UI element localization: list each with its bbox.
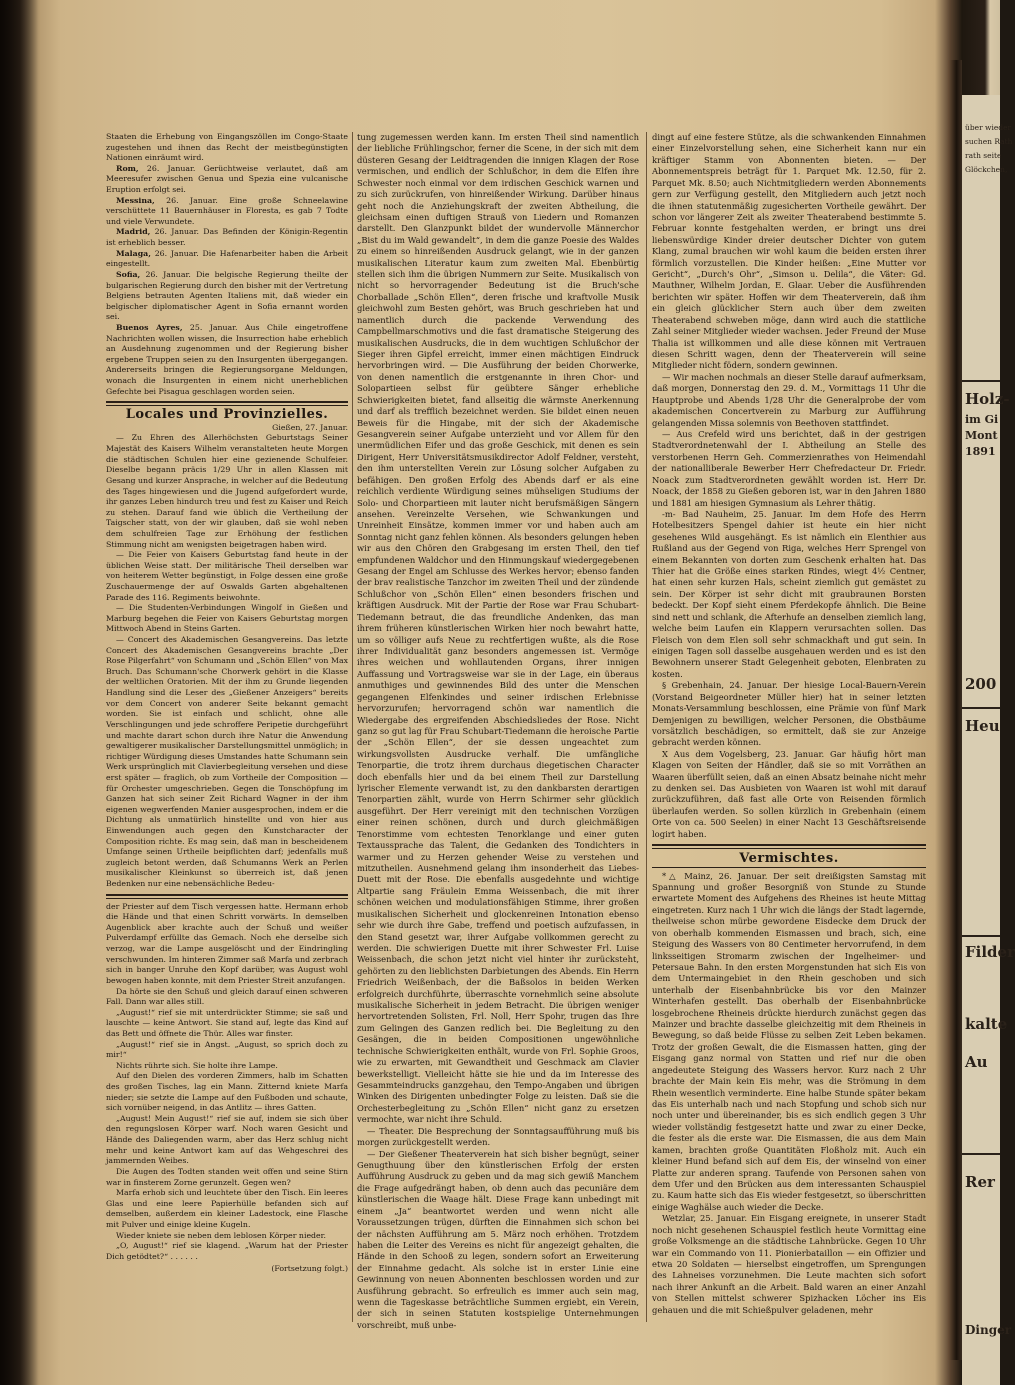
ad-rule — [962, 935, 1000, 937]
news-messina: Messina, 26. Januar. Eine große Schneelawine verschüttete 11 Bauernhäuser in Floresta, es gab 7 Todte und viele Verwundete. — [106, 195, 348, 226]
fragment-text: über wieder — [965, 123, 1012, 132]
news-sofia: Sofia, 26. Januar. Die belgische Regierung theilte der bulgarischen Regierung durch den bisher mit der Vertretung Belgiens betrauten Agenten Italiens mit, daß wieder ein belgischer diplomatischer Agent in Sofia ernannt worden sei. — [106, 269, 348, 322]
dateline-giessen: Gießen, 27. Januar. — [272, 422, 348, 432]
news-mainz: *△ Mainz, 26. Januar. Der seit dreißigsten Samstag mit Spannung und großer Besorgniß von Stunde zu Stunde erwartete Moment des Aufgehens des Rheines ist heute Mittag eingetreten. Kurz nach 1 Uhr wich die längs der Stadt lagernde, theilweise schon mürbe gewordene Eisdecke dem Druck der von oberhalb kommenden Eismassen und brach, sich, eine Steigung des Wassers von 80 Centimeter hervorrufend, in dem linksseitigen Stromarm zwischen der Ingelheimer- und Petersaue Bahn. In den ersten Morgenstunden hat sich Eis von dem Untermaingebiet in den Rhein geschoben und sich unterhalb der Eisenbahnbrücke bis vor den Mainzer Winterhafen gestellt. Das oberhalb der Eisenbahnbrücke losgebrochene Rheineis drückte hierdurch zunächst gegen das Mainzer und brachte dasselbe gleichzeitig mit dem Rheineis in Bewegung, so daß beide Flüsse zu selben Zeit Leben bekamen. Trotz der großen Gewalt, die die Eismassen hatten, ging der Eisgang ganz normal von Statten und rief nur die oben angedeutete Steigung des Wassers hervor. Kurz nach 2 Uhr brachte der Main kein Eis mehr, was die Strömung in dem Rhein wesentlich verminderte. Eine halbe Stunde später bekam das Eis unterhalb nach und nach Stopfung und schob sich nur noch unter und übereinander, bis es sich endlich gegen 3 Uhr wieder vollständig festgesetzt hatte und zwar zu einer Decke, die fester als die erste war. Die Eismassen, die aus dem Main kamen, brachten große Quantitäten Floßholz mit. Auch ein kleiner Hund befand sich auf dem Eis, der winselnd von einer Platte zur anderen sprang. Taufende von Personen sahen von dem Ufer und den Brücken aus dem interessanten Schauspiel zu. Kaum hatte sich das Eis wieder festgesetzt, so überschritten einige Waghälse auch wieder die Decke. — [652, 870, 926, 1212]
fragment-text: Filder — [965, 943, 1015, 961]
fragment-text: Glöckchen, — [965, 165, 1008, 174]
novel-paragraph: „August!“ rief sie in Angst. „August, so sprich doch zu mir!“ — [106, 1039, 348, 1060]
fragment-text: 1891 — [965, 445, 996, 458]
page-edge-shadow — [0, 0, 40, 1385]
novel-paragraph: Auf den Dielen des vorderen Zimmers, halb im Schatten des großen Tisches, lag ein Mann. Zitternd kniete Marfa nieder; sie setzte die Lampe auf den Fußboden und schaute, sich vornüber neigend, in das Antlitz — ihres Gatten. — [106, 1071, 348, 1113]
news-wetzlar: Wetzlar, 25. Januar. Ein Eisgang ereignete, in unserer Stadt noch nicht gesehenen Schauspiel festlich heute Vormittag eine große Volksmenge an die städtische Lahnbrücke. Gegen 10 Uhr war ein Commando von 11. Pionierbataillon — ein Offizier und etwa 20 Soldaten — hierselbst eingetroffen, um Sprengungen des Lahneises vorzunehmen. Die Leute machten sich sofort nach ihrer Ankunft an die Arbeit. Bald waren an einer Anzahl von Stellen mittelst schwerer Spizhacken Löcher ins Eis gehauen und die mit Schießpulver geladenen, mehr — [652, 1213, 926, 1315]
news-wingolf: — Die Studenten-Verbindungen Wingolf in Gießen und Marburg begehen die Feier von Kaisers Geburtstag morgen Mittwoch Abend in Steins Garten. — [106, 603, 348, 634]
theaterverein-continued: dingt auf eine festere Stütze, als die schwankenden Einnahmen einer Einzelvorstellung sehen, eine Sicherheit kann nur ein kräftiger Stamm von Abonnenten bieten. — Der Abonnementspreis beträgt für 1. Parquet Mk. 12.50, für 2. Parquet Mk. 8.50; auch Nichtmitgliedern werden Abonnements gern zur Verfügung gestellt, den Mitgliedern auch jetzt noch die ihnen statutenmäßig zugesicherten Vortheile gewährt. Der schon vor längerer Zeit als zweiter Theaterabend bestimmte 5. Februar konnte festgehalten werden, er bringt uns drei liebenswürdige Kinder dreier deutscher Dichter von gutem Klang, zumal brauchen wir wohl kaum die beiden ersten ihrer förmlich vorzustellen. Die Kinder heißen: „Eine Mutter vor Gericht“, „Durch's Ohr“, „Simson u. Delila“, die Väter: Gd. Mauthner, Wilhelm Jordan, E. Glaar. Ueber die Ausführenden berichten wir später. Hoffen wir dem Theaterverein, daß ihm ein gleich glücklicher Stern auch über dem zweiten Theaterabend schweben möge, dann wird auch die stattliche Zahl seiner Mitglieder wieder wachsen. Jeder Freund der Muse Thalia ist willkommen und alle diese können mit Vertrauen diesen Schritt wagen, denn der Theaterverein will seine Mitglieder nicht födern, sondern gewinnen. — [652, 132, 926, 371]
news-concert: — Concert des Akademischen Gesangvereins. Das letzte Concert des Akademischen Gesangvereins brachte „Der Rose Pilgerfahrt“ von Schumann und „Schön Ellen“ von Max Bruch. Das Schumann'sche Chorwerk gehört in die Klasse der weltlichen Oratorien. Mit der ihm zu Grunde liegenden Handlung sind die Leser des „Gießener Anzeigers“ bereits vor dem Concert von anderer Seite bekannt gemacht worden. Sie ist einfach und schlicht, ohne alle Verschlingungen und jede schroffere Peripetie durchgeführt und machte darart schon durch ihre Natur die Anwendung gewaltigerer musikalischer Darstellungsmittel unmöglich; in richtiger Würdigung dieses Umstandes hatte Schumann sein Werk ursprünglich mit Clavierbegleitung versehen und diese erst später — fraglich, ob zum Vortheile der Composition — für Orchester umgeschrieben. Gegen die Tonschöpfung im Ganzen hat sich seiner Zeit Richard Wagner in der ihm eigenen wegwerfenden Manier ausgesprochen, indem er die Dichtung als unmatürlich hinstellte und von hier aus Einwendungen auch gegen den Kunstcharacter der Composition richte. Es mag sein, daß man in bescheidenem Umfange seinen Urtheile beipflichten darf; jedenfalls muß zugleich betont werden, daß Schumanns Werk an Perlen musikalischer Kleinkunst so überreich ist, daß jenen Bedenken nur eine nebensächliche Bedeu- — [106, 635, 348, 889]
news-rom: Rom, 26. Januar. Gerüchtweise verlautet, daß am Meeresufer zwischen Genua und Spezia eine vulcanische Eruption erfolgt sei. — [106, 163, 348, 195]
column-2 — [357, 132, 639, 1331]
section-heading-locales: Locales und Provinzielles. — [125, 407, 329, 423]
news-bad-nauheim: -m- Bad Nauheim, 25. Januar. Im dem Hofe des Herrn Hotelbesitzers Spengel dahier ist heute ein hier nicht gesehenes Wild ausgehängt. Es ist nämlich ein Elenthier aus Rußland aus der Gegend von Riga, welches Herr Sprengel von einem Bekannten von dorten zum Geschenk erhalten hat. Das Thier hat die Größe eines starken Rindes, wiegt 4½ Centner, hat einen sehr kurzen Hals, scheint ziemlich gut gemästet zu sein. Der Körper ist sehr dicht mit graubraunen Borsten bedeckt. Der Kopf sieht einem Pferdekopfe ähnlich. Die Beine sind nett und schlank, die Afterhufe an denselben ziemlich lang, welche beim Laufen ein Klappern verursachten sollen. Das Fleisch von dem Elen soll sehr schmackhaft und gut sein. In einigen Tagen soll dasselbe ausgehauen werden und es ist den Bewohnern unserer Stadt Gelegenheit geboten, Elenbraten zu kosten. — [652, 508, 926, 679]
fragment-text: Rer — [965, 1173, 995, 1191]
fragment-text: Dinger — [965, 1323, 1012, 1337]
fragment-text: kalte — [965, 1015, 1008, 1033]
novel-paragraph: „August!“ rief sie mit unterdrückter Stimme; sie saß und lauschte — keine Antwort. Sie stand auf, legte das Kind auf das Bett und öffnete die Thür. Alles war finster. — [106, 1007, 348, 1038]
fragment-text: Mont — [965, 429, 998, 442]
ad-rule — [962, 707, 1000, 709]
news-madrid: Madrid, 26. Januar. Das Befinden der Königin-Regentin ist erheblich besser. — [106, 227, 348, 248]
fragment-text: 200 — [965, 675, 997, 693]
news-theaterverein: — Der Gießener Theaterverein hat sich bisher begnügt, seiner Genugthuung über den künstlerischen Erfolg der ersten Aufführung Ausdruck zu geben und da mag sich gewiß Manchem die Frage aufgedrängt haben, ob denn auch das pecuniäre dem künstlerischen die Waage hält. Diese Frage kann unbedingt mit einem „Ja“ beantwortet werden und wenn nicht alle Voraussetzungen trügen, dürften die Einnahmen sich schon bei der nächsten Aufführung am 5. März noch erhöhen. Trotzdem haben die Leiter des Vereins es nicht für angezeigt gehalten, die Hände in den Schooß zu legen, sondern sofort an Erweiterung der Einnahme gedacht. Als solche ist in erster Linie eine Gewinnung von neuen Abonnenten beschlossen worden und zur Ausführung gebracht. So erfreulich es immer auch sein mag, wenn die Tageskasse beträchtliche Summen ergiebt, ein Verein, der sich in seinen Statuten kostspielige Unternehmungen vorschreibt, muß unbe- — [357, 1148, 639, 1330]
adjacent-page-fragment — [962, 95, 1015, 1385]
section-heading-vermischtes: Vermischtes. — [739, 851, 839, 867]
fragment-text: Heu — [965, 717, 1000, 735]
news-buenos-ayres: Buenos Ayres, 25. Januar. Aus Chile eingetroffene Nachrichten wollen wissen, die Insurrection habe erheblich an Ausdehnung zugenommen und der Regierung bisher ergebene Truppen seien zu den Insurgenten übergegangen. Andererseits bringen die Regierungsorgane Meldungen, wonach die Insurgenten in einem nicht unerheblichen Gefechte bei Pisagua geschlagen worden seien. — [106, 322, 348, 396]
news-grebenhain: § Grebenhain, 24. Januar. Der hiesige Local-Bauern-Verein (Vorstand Beigeordneter Müller hier) hat in seiner letzten Monats-Versammlung beschlossen, eine Prämie von fünf Mark Demjenigen zu bewilligen, welcher Personen, die Obstbäume vorsätzlich beschädigen, so ermittelt, daß sie zur Anzeige gebracht werden können. — [652, 680, 926, 748]
fragment-text: Au — [965, 1053, 988, 1071]
feuilleton-rule — [106, 894, 348, 899]
column-divider — [646, 132, 647, 1322]
novel-paragraph: Marfa erhob sich und leuchtete über den Tisch. Ein leeres Glas und eine leere Papierhülle befanden sich auf demselben, außerdem ein kleiner Ladestock, eine Flasche mit Pulver und einige kleine Kugeln. — [106, 1188, 348, 1229]
section-rule — [652, 867, 926, 868]
section-rule — [652, 844, 926, 849]
column-3 — [652, 132, 926, 1316]
novel-paragraph: der Priester auf dem Tisch vergessen hatte. Hermann erhob die Hände und that einen Schritt vorwärts. In demselben Augenblick aber krachte auch der Schuß und weißer Pulverdampf erfüllte das Gemach. Noch ehe derselbe sich verzog, war die Lampe ausgelöscht und der Eindringling verschwunden. Im hinteren Zimmer saß Marfa und zerbrach sich in banger Unruhe den Kopf darüber, was August wohl bewogen haben konnte, mit dem Priester Streit anzufangen. — [106, 901, 348, 985]
fragment-text: suchen Rath — [965, 137, 1013, 146]
fragment-text: im Gi — [965, 413, 999, 426]
ad-rule — [962, 380, 1000, 382]
news-malaga: Malaga, 26. Januar. Die Hafenarbeiter haben die Arbeit eingestellt. — [106, 248, 348, 269]
section-rule — [106, 401, 348, 406]
congo-paragraph: Staaten die Erhebung von Eingangszöllen im Congo-Staate zugestehen und ihnen das Recht der meistbegünstigten Nationen einräumt wird. — [106, 132, 348, 163]
continuation-note: (Fortsetzung folgt.) — [271, 1264, 348, 1274]
column-divider — [352, 132, 353, 1322]
fragment-text: Holz- — [965, 390, 1010, 408]
concert-review: tung zugemessen werden kann. Im ersten Theil sind namentlich der liebliche Frühlingschor, ferner die Scene, in der sich mit dem düsteren Gesang der Leidtragenden die innigen Klagen der Rose vermischen, und endlich der Schlußchor, in dem die Elfen ihre Schwester noch einmal vor dem irdischen Geschick warnen und zu sich zurückrufen, von hinreißender Wirkung. Darüber hinaus geht noch die Anziehungskraft der zweiten Abtheilung, die gleichsam einen duftigen Strauß von Liedern und Romanzen darstellt. Den Glanzpunkt bildet der wundervolle Männerchor „Bist du im Wald gewandelt“, in dem die ganze Poesie des Waldes zu einem so hinreißenden Ausdruck gelangt, wie in der ganzen musikalischen Literatur kaum zum zweiten Mal. Ebenbürtig stellen sich ihm die übrigen Nummern zur Seite. Musikalisch von nicht so hervorragender Bedeutung ist die Bruch'sche Chorballade „Schön Ellen“, deren frische und kraftvolle Musik gleichwohl zum Besten gehört, was Bruch geschrieben hat und namentlich durch die packende Verwendung des Campbellmarschmotivs und die fast dramatische Steigerung des musikalischen Ausdrucks, die in dem wuchtigen Schlußchor der Sieger ihren Gipfel erreicht, immer einen mächtigen Eindruck hervorbringen wird. — Die Ausführung der beiden Chorwerke, von denen namentlich die erstgenannte in ihren Chor- und Solopartieen selbst für geübtere Sänger erhebliche Schwierigkeiten bietet, fand allseitig die wärmste Anerkennung und darf als trefflich bezeichnet werden. Sie bildet einen neuen Beweis für die Hingabe, mit der sich der Akademische Gesangverein seiner Aufgabe unterzieht und vor Allem für den unermüdlichen Eifer und das große Geschick, mit denen es sein Dirigent, Herr Universitätsmusikdirector Adolf Feldner, versteht, den ihm unterstellten Verein zur Lösung solcher Aufgaben zu befähigen. Den großen Erfolg des Abends darf er als eine reichlich verdiente Würdigung seines mühseligen Studiums der Solo- und Chorpartieen mit lauter nicht berufsmäßigen Sängern ansehen. Vereinzelte Versehen, wie Schwankungen und Unreinheit Einsätze, kommen immer vor und haben auch am Sonntag nicht ganz fehlen können. Als besonders gelungen heben wir aus den Chören den Grabgesang im ersten Theil, den tief empfundenen Waldchor und den Hinmungskauf wiedergegebenen Gesang der Engel am Schlusse des Werkes hervor; ebenso fanden der brav realistische Tanzchor im zweiten Theil und der zündende Schlußchor von „Schön Ellen“ einen besonders frischen und kräftigen Ausdruck. Mit der Partie der Rose war Frau Schubart-Tiedemann betraut, die das freundliche Andenken, das man ihrem früheren künstlerischen Wirken hier noch bewahrt hatte, um so völliger aufs Neue zu rechtfertigen wußte, als die Rose ihrer Individualität ganz besonders angemessen ist. Vermöge ihres weichen und wohllautenden Organs, ihrer innigen Auffassung und Vortragsweise war sie in der Lage, ein überaus anmuthiges und gewinnendes Bild des unter die Menschen gegangenen Elfenkindes und seiner irdischen Erlebnisse hervorzurufen; hervorragend schön war namentlich die Wiedergabe des ergreifenden Abschiedsliedes der Rose. Nicht ganz so gut lag für Frau Schubart-Tiedemann die heroische Partie der „Schön Ellen“, der sie dessen ungeachtet zum wirkungsvollsten Ausdrucke verhalf. Die umfängliche Tenorpartie, die trotz ihrem durchaus diegetischen Character doch ebenfalls hier und da bei einem Theil zur Darstellung lyrischer Elemente verwandt ist, zu den dankbarsten derartigen Tenorpartien zählt, wurde von Herrn Schirmer sehr glücklich ausgeführt. Der Herr vereinigt mit den technischen Vorzügen einer reinen schönen, durch und durch gleichmäßigen Tenorstimme vom echtesten Tenorklange und einer guten Textaussprache das Talent, die Gedanken des Tondichters in warmer und zu Herzen gehender Weise zu verstehen und mitzutheilen. Ausnehmend gelang ihm insonderheit das Liebes-Duett mit der Rose. Die ebenfalls ausgedehnte und wichtige Altpartie sang Fräulein Emma Weissenbach, die mit ihrer schönen weichen und modulationsfähigen Stimme, ihrer großen musikalischen Sicherheit und glockenreinen Intonation ebenso sehr wie durch ihre Gabe, treffend und poetisch aufzufassen, in den Stand gesetzt war, ihrer Aufgabe vollkommen gerecht zu werden. Die schwierigen Duette mit ihrer Schwester Frl. Luise Weissenbach, die schon jetzt nicht viel hinter ihr zurücksteht, gehörten zu den lieblichsten Darbietungen des Abends. Ein Herrn Friedrich Weißenbach, der die Baßsolos in beiden Werken erfolgreich durchführte, überraschte vornehmlich seine absolute musikalische Sicherheit in jedem Betracht. Die übrigen weniger hervortretenden Solisten, Frl. Noll, Herr Spohr, trugen das Ihre zum Gelingen des Ganzen redlich bei. Die Begleitung zu den Gesängen, die in beiden Compositionen ungewöhnliche technische Schwierigkeiten enthält, wurde von Frl. Sophie Groos, wie zu erwarten, mit Gewandtheit und Geschmack am Clavier bewerkstelligt. Vielleicht hätte sie hie und da im Interesse des Gesammteindrucks ganzgehau, den Tempo-Angaben und übrigen Winken des Dirigenten unbedingter Folge zu leisten. Daß sie die Orchesterbegleitung zu „Schön Ellen“ nicht ganz zu ersetzen vermochte, war nicht ihre Schuld. — [357, 132, 639, 1125]
fragment-text: rath seite — [965, 151, 1002, 160]
novel-paragraph: „O, August!“ rief sie klagend. „Warum hat der Priester Dich getödtet?“ . . . . . . — [106, 1241, 348, 1261]
novel-paragraph: Da hörte sie den Schuß und gleich darauf einen schweren Fall. Dann war alles still. — [106, 986, 348, 1007]
ad-rule — [962, 1153, 1000, 1155]
book-gutter — [948, 60, 962, 1360]
news-schulfeier: — Zu Ehren des Allerhöchsten Geburtstags Seiner Majestät des Kaisers Wilhelm veranstalteten heute Morgen die städtischen Schulen hier eine gezienende Schulfeier. Dieselbe begann präcis 1/29 Uhr in allen Klassen mit Gesang und kurzer Ansprache, in welcher auf die Bedeutung des Tages hingewiesen und die Jugend aufgefordert wurde, ihr ganzes Leben hindurch treu und fest zu Kaiser und Reich zu stehen. Darauf fand wie üblich die Vertheilung der Taigscher statt, von der wir glauben, daß sie wohl neben dem schulfreien Tage zur Erhöhung der festlichen Stimmung nicht am wenigsten beigetragen haben wird. — [106, 433, 348, 549]
novel-paragraph: Die Augen des Todten standen weit offen und seine Stirn war in finsterem Zorne gerunzelt. Gegen wen? — [106, 1166, 348, 1187]
novel-paragraph: „August! Mein August!“ rief sie auf, indem sie sich über den regungslosen Körper warf. Noch waren Gesicht und Hände des Daliegenden warm, aber das Herz schlug nicht mehr und keine Antwort kam auf das Wehgeschrei des jammernden Weibes. — [106, 1113, 348, 1166]
news-crefeld: — Aus Crefeld wird uns berichtet, daß in der gestrigen Stadtverordnetenwahl der I. Abtheilung an Stelle des verstorbenen Herrn Geh. Commerzienrathes von Heimendahl der nationalliberale Bewerber Herr Chefredacteur Dr. Friedr. Noack zum Stadtverordneten gewählt worden ist. Herr Dr. Noack, der 1858 zu Gießen geboren ist, war in den Jahren 1880 und 1881 am hiesigen Gymnasium als Lehrer thätig. — [652, 428, 926, 508]
news-vogelsberg: X Aus dem Vogelsberg, 23. Januar. Gar häufig hört man Klagen von Seiten der Händler, daß sie so mit Vorräthen an Waaren überfüllt seien, daß an einen Absatz beinahe nicht mehr zu denken sei. Das Ausbieten von Waaren ist wohl mit darauf zurückzuführen, daß fast alle Orte von Reisenden förmlich überlaufen werden. So sollen kürzlich in Grebenhain (einem Orte von ca. 500 Seelen) in einer Nacht 13 Geschäftsreisende logirt haben. — [652, 748, 926, 839]
column-1 — [106, 132, 348, 1275]
news-missa-solemnis: — Wir machen nochmals an dieser Stelle darauf aufmerksam, daß morgen, Donnerstag den 29. d. M., Vormittags 11 Uhr die Hauptprobe und Abends 1/28 Uhr die Generalprobe der vom akademischen Concertverein zu Marburg zur Aufführung gelangenden Missa solemnis von Beethoven stattfindet. — [652, 371, 926, 428]
news-kaisers-geburtstag: — Die Feier von Kaisers Geburtstag fand heute in der üblichen Weise statt. Der militärische Theil derselben war von heiterem Wetter begünstigt, in Folge dessen eine große Zuschauermenge der auf Oswalds Garten abgehaltenen Parade des 116. Regiments beiwohnte. — [106, 550, 348, 602]
news-theater: — Theater. Die Besprechung der Sonntagsaufführung muß bis morgen zurückgestellt werden. — [357, 1125, 639, 1148]
place-rom: Rom, — [116, 163, 139, 173]
novel-paragraph: Wieder kniete sie neben dem leblosen Körper nieder. — [116, 1230, 327, 1240]
novel-paragraph: Nichts rührte sich. Sie holte ihre Lampe. — [116, 1060, 278, 1070]
